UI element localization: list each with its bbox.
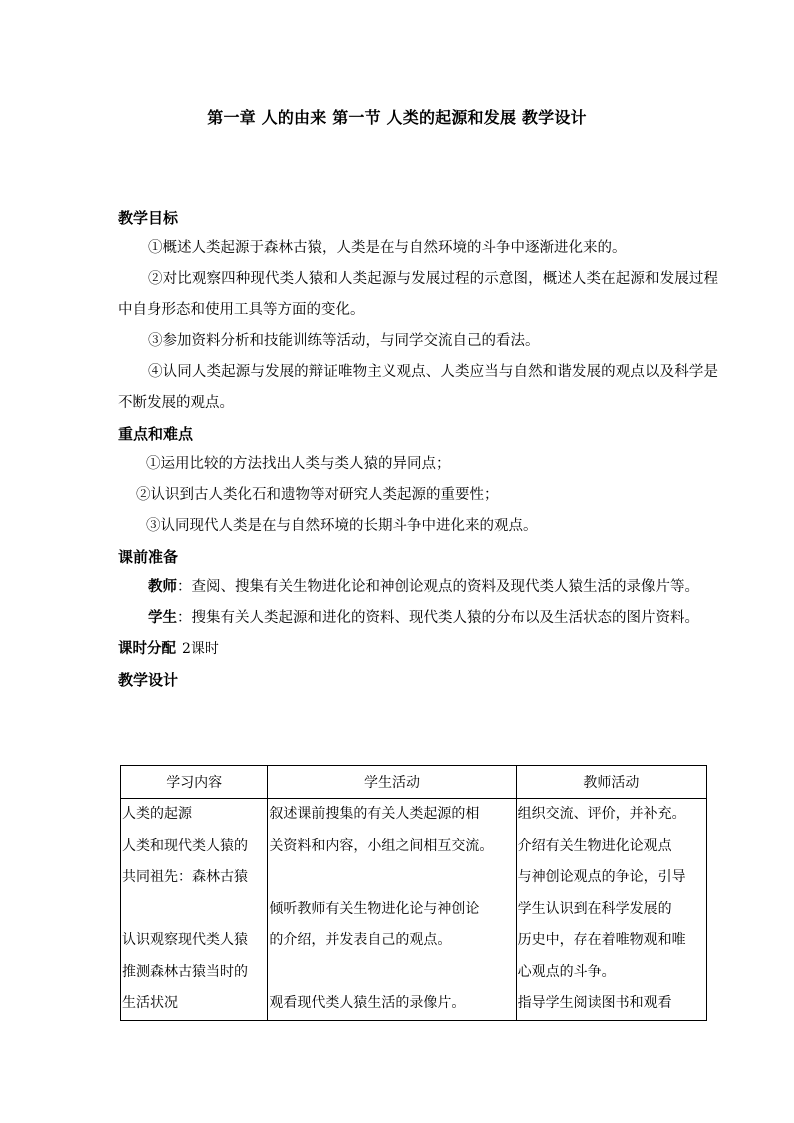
table-cell-line: 学生认识到在科学发展的 <box>517 900 672 917</box>
document-title: 第一章 人的由来 第一节 人类的起源和发展 教学设计 <box>207 108 587 127</box>
column-header-teacher-activity: 教师活动 <box>516 766 706 799</box>
key-point-2: ②认识到古人类化石和遗物等对研究人类起源的重要性； <box>136 487 499 503</box>
table-cell-line: 倾听教师有关生物进化论与神创论 <box>269 900 480 917</box>
table-cell-line: 共同祖先：森林古猿 <box>122 869 248 885</box>
learning-content-cell <box>121 799 268 1021</box>
table-cell-line: 的介绍，并发表自己的观点。 <box>269 932 452 948</box>
design-table-header-row <box>121 766 707 799</box>
hours-heading: 课时分配 <box>118 641 176 657</box>
teacher-activity-cell <box>516 799 706 1021</box>
goal-item-1: ①概述人类起源于森林古猿，人类是在与自然环境的斗争中逐渐进化来的。 <box>148 240 627 256</box>
preparation-heading: 课前准备 <box>118 548 179 566</box>
student-activity-cell <box>268 799 516 1021</box>
table-cell-line: 组织交流、评价，并补充。 <box>517 806 686 822</box>
student-preparation <box>118 603 718 634</box>
student-preparation-text: ：搜集有关人类起源和进化的资料、现代类人猿的分布以及生活状态的图片资料。 <box>177 610 699 626</box>
design-table-row <box>121 799 707 1021</box>
key-points-heading: 重点和难点 <box>118 425 194 443</box>
goal-item-4: ④认同人类起源与发展的辩证唯物主义观点、人类应当与自然和谐发展的观点以及科学是不断发展的观点。 <box>118 364 718 411</box>
table-cell-line: 指导学生阅读图书和观看 <box>517 995 672 1011</box>
table-cell-line: 心观点的斗争。 <box>517 963 616 980</box>
design-table <box>120 765 707 1021</box>
table-cell-line: 关资料和内容，小组之间相互交流。 <box>269 837 494 854</box>
document-body <box>118 203 718 695</box>
table-cell-line: 与神创论观点的争论，引导 <box>517 869 686 885</box>
hours-value: 2课时 <box>182 641 219 657</box>
table-cell-line: 认识观察现代类人猿 <box>122 932 248 948</box>
design-heading: 教学设计 <box>118 671 179 689</box>
table-cell-line <box>268 957 515 989</box>
student-label: 学生 <box>148 610 177 626</box>
table-cell-line: 生活状况 <box>122 995 178 1011</box>
table-cell-line: 人类和现代类人猿的 <box>122 837 248 854</box>
table-cell-line: 推测森林古猿当时的 <box>122 963 248 980</box>
table-cell-line <box>121 894 267 926</box>
table-cell-line: 人类的起源 <box>122 806 192 822</box>
table-cell-line: 观看现代类人猿生活的录像片。 <box>269 995 466 1011</box>
teacher-preparation <box>118 572 718 603</box>
hours-row <box>118 634 718 665</box>
table-cell-line <box>268 862 515 894</box>
teacher-label: 教师 <box>148 579 177 595</box>
key-point-3: ③认同现代人类是在与自然环境的长期斗争中进化来的观点。 <box>146 518 538 534</box>
table-cell-line: 历史中，存在着唯物观和唯 <box>517 932 686 948</box>
goal-item-2: ②对比观察四种现代类人猿和人类起源与发展过程的示意图，概述人类在起源和发展过程中自身形态和使用工具等方面的变化。 <box>118 271 718 318</box>
goals-heading: 教学目标 <box>118 209 179 227</box>
goal-item-3: ③参加资料分析和技能训练等活动，与同学交流自己的看法。 <box>148 333 540 349</box>
teacher-preparation-text: ：查阅、搜集有关生物进化论和神创论观点的资料及现代类人猿生活的录像片等。 <box>177 579 699 595</box>
table-cell-line: 介绍有关生物进化论观点 <box>517 837 672 854</box>
table-cell-line: 叙述课前搜集的有关人类起源的相 <box>269 806 480 822</box>
column-header-student-activity: 学生活动 <box>268 766 516 799</box>
key-point-1: ①运用比较的方法找出人类与类人猿的异同点； <box>146 456 451 472</box>
column-header-content: 学习内容 <box>121 766 268 799</box>
